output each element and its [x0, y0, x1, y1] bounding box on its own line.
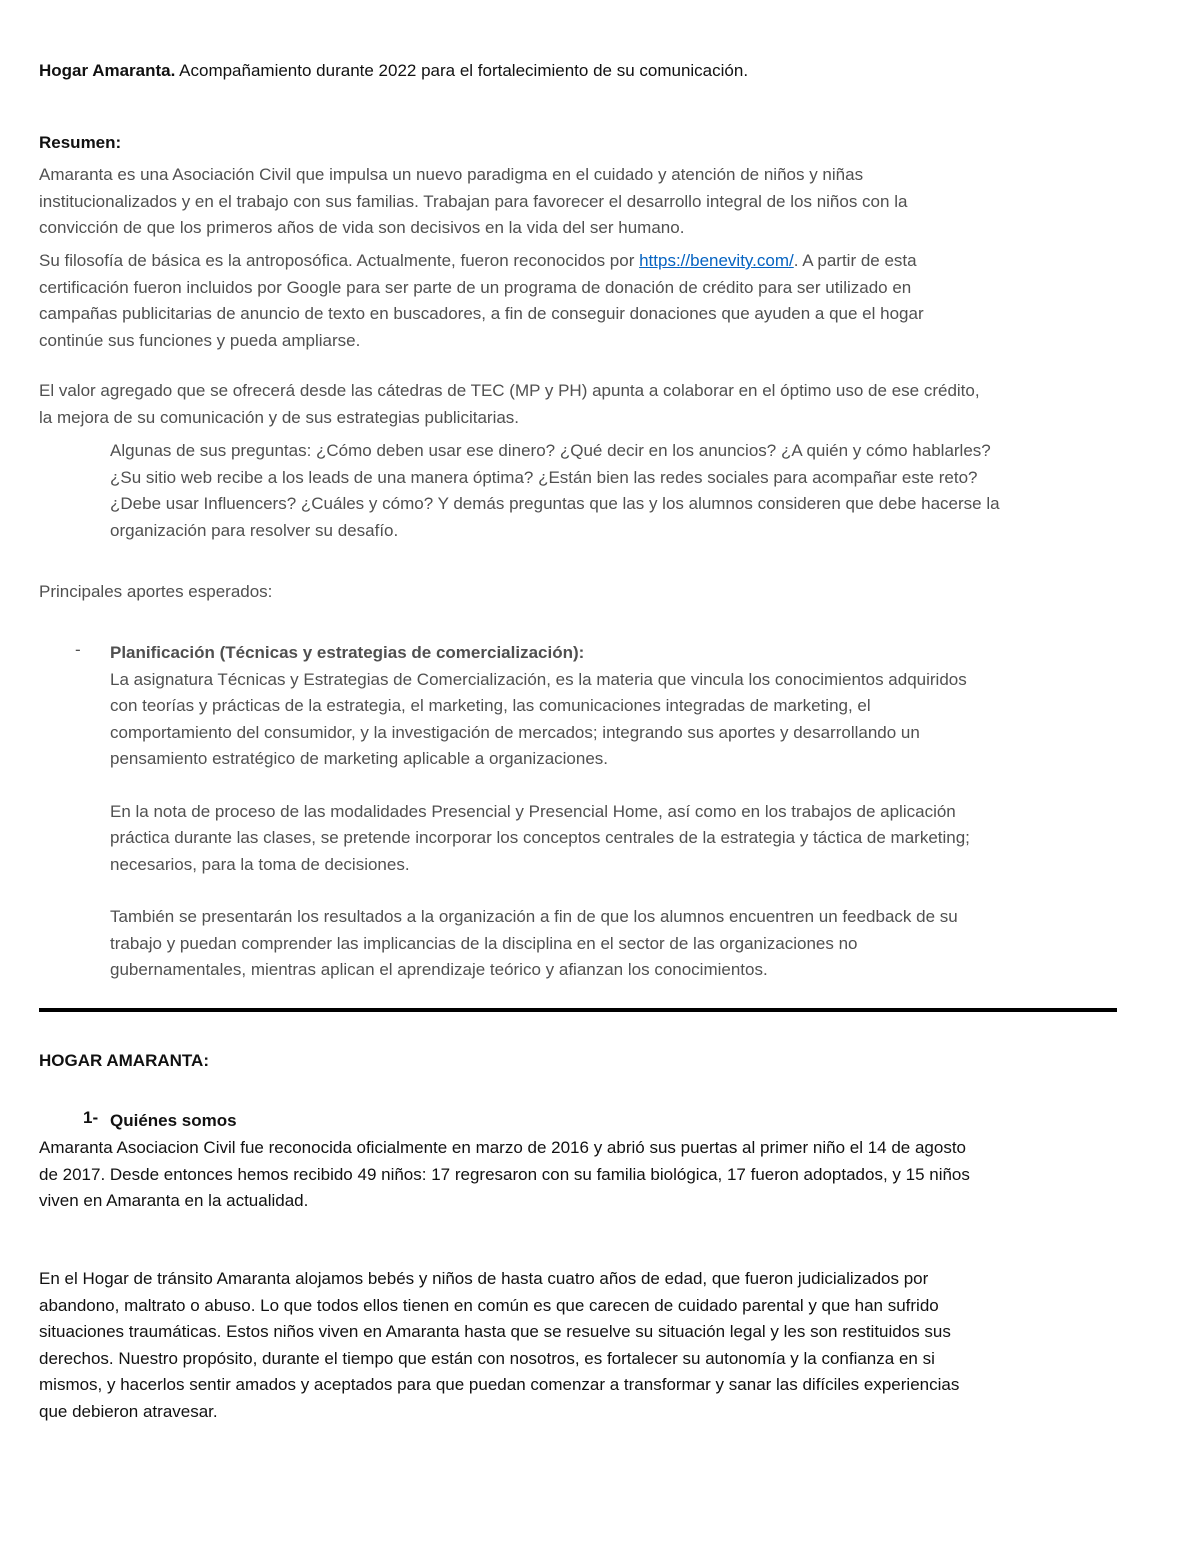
section2-heading: HOGAR AMARANTA: [39, 1051, 209, 1070]
text-line: necesarios, para la toma de decisiones. [110, 854, 410, 874]
text-line: La asignatura Técnicas y Estrategias de Comercialización, es la materia que vincula los conocimientos adquiridos [110, 669, 967, 689]
text-line: de 2017. Desde entonces hemos recibido 49 niños: 17 regresaron con su familia biológica, 17 fueron adoptados, y 15 niños [39, 1164, 970, 1184]
text-line: trabajo y puedan comprender las implicancias de la disciplina en el sector de las organizaciones no [110, 933, 858, 953]
text-line [39, 248, 924, 275]
text-line: ¿Debe usar Influencers? ¿Cuáles y cómo? Y demás preguntas que las y los alumnos consideren que debe hacerse la [110, 494, 1000, 513]
text-line: con teorías y prácticas de la estrategia, el marketing, las comunicaciones integradas de marketing, el [110, 696, 871, 715]
questions-block [39, 438, 1000, 544]
aportes-paragraph-2 [110, 799, 1117, 879]
text-line: Amaranta Asociacion Civil fue reconocida oficialmente en marzo de 2016 y abrió sus puertas al primer niño el 14 de agosto [39, 1138, 967, 1157]
text-line: derechos. Nuestro propósito, durante el tiempo que están con nosotros, es fortalecer su autonomía y la confianza en si [39, 1348, 935, 1368]
section2-paragraph-1 [39, 1135, 970, 1215]
section2-paragraph-2 [39, 1266, 959, 1425]
text-segment: . A partir de esta [793, 251, 917, 270]
text-line: pensamiento estratégico de marketing aplicable a organizaciones. [110, 749, 609, 768]
resumen-heading: Resumen: [39, 133, 122, 152]
aportes-bullet [39, 640, 1117, 984]
text-line: situaciones traumáticas. Estos niños viven en Amaranta hasta que se resuelve su situación legal y les son restituidos sus [39, 1322, 951, 1341]
text-segment: Su filosofía de básica es la antroposófica. Actualmente, fueron reconocidos por [39, 251, 640, 270]
text-line: organización para resolver su desafío. [110, 520, 399, 540]
horizontal-rule [39, 1008, 1117, 1012]
text-line: que debieron atravesar. [39, 1401, 218, 1421]
text-line: campañas publicitarias de anuncio de texto en buscadores, a fin de conseguir donaciones que ayuden a que el hogar [39, 304, 924, 323]
text-line: convicción de que los primeros años de vida son decisivos en la vida del ser humano. [39, 218, 685, 237]
aportes-paragraph-3 [110, 904, 1117, 984]
resumen-paragraph-1 [39, 162, 907, 242]
item-number: 1- [83, 1108, 99, 1127]
document-title [39, 58, 748, 85]
benevity-link[interactable]: https://benevity.com/ [639, 251, 794, 270]
text-line: institucionalizados y en el trabajo con sus familias. Trabajan para favorecer el desarrollo integral de los niños con la [39, 191, 908, 211]
text-line: En la nota de proceso de las modalidades Presencial y Presencial Home, así como en los trabajos de aplicación [110, 801, 956, 821]
text-line: práctica durante las clases, se pretende incorporar los conceptos centrales de la estrategia y táctica de marketing; [110, 828, 970, 847]
aportes-heading: Principales aportes esperados: [39, 582, 273, 601]
text-line: Amaranta es una Asociación Civil que impulsa un nuevo paradigma en el cuidado y atención de niños y niñas [39, 165, 864, 184]
text-line: El valor agregado que se ofrecerá desde las cátedras de TEC (MP y PH) apunta a colaborar en el óptimo uso de ese crédito, [39, 381, 980, 400]
text-line: viven en Amaranta en la actualidad. [39, 1191, 309, 1210]
text-line: En el Hogar de tránsito Amaranta alojamos bebés y niños de hasta cuatro años de edad, que fueron judicializados por [39, 1269, 929, 1288]
bullet-dash: - [75, 640, 81, 659]
text-line: Algunas de sus preguntas: ¿Cómo deben usar ese dinero? ¿Qué decir en los anuncios? ¿A quién y cómo hablarles? [110, 441, 991, 460]
text-line: continúe sus funciones y pueda ampliarse. [39, 330, 361, 350]
resumen-paragraph-3 [39, 378, 980, 431]
text-line: comportamiento del consumidor, y la investigación de mercados; integrando sus aportes y desarrollando un [110, 722, 920, 742]
item-title: Quiénes somos [110, 1111, 237, 1130]
text-line: mismos, y hacerlos sentir amados y aceptados para que puedan comenzar a transformar y sanar las difíciles experiencias [39, 1375, 960, 1394]
bullet-title: Planificación (Técnicas y estrategias de comercialización): [110, 643, 585, 662]
text-line: También se presentarán los resultados a la organización a fin de que los alumnos encuentren un feedback de su [110, 907, 958, 926]
resumen-paragraph-2 [39, 248, 924, 354]
section2-item [39, 1108, 1117, 1135]
text-line: ¿Su sitio web recibe a los leads de una manera óptima? ¿Están bien las redes sociales para acompañar este reto? [110, 467, 978, 487]
text-line: abandono, maltrato o abuso. Lo que todos ellos tienen en común es que carecen de cuidado parental y que han sufrido [39, 1295, 939, 1315]
title-bold: Hogar Amaranta. [39, 61, 176, 80]
text-line: certificación fueron incluidos por Google para ser parte de un programa de donación de crédito para ser utilizado en [39, 277, 912, 297]
text-line: la mejora de su comunicación y de sus estrategias publicitarias. [39, 407, 520, 427]
aportes-paragraph-1 [110, 667, 1117, 773]
text-line: gubernamentales, mientras aplican el aprendizaje teórico y afianzan los conocimientos. [110, 960, 768, 979]
title-rest: Acompañamiento durante 2022 para el fortalecimiento de su comunicación. [175, 61, 749, 80]
